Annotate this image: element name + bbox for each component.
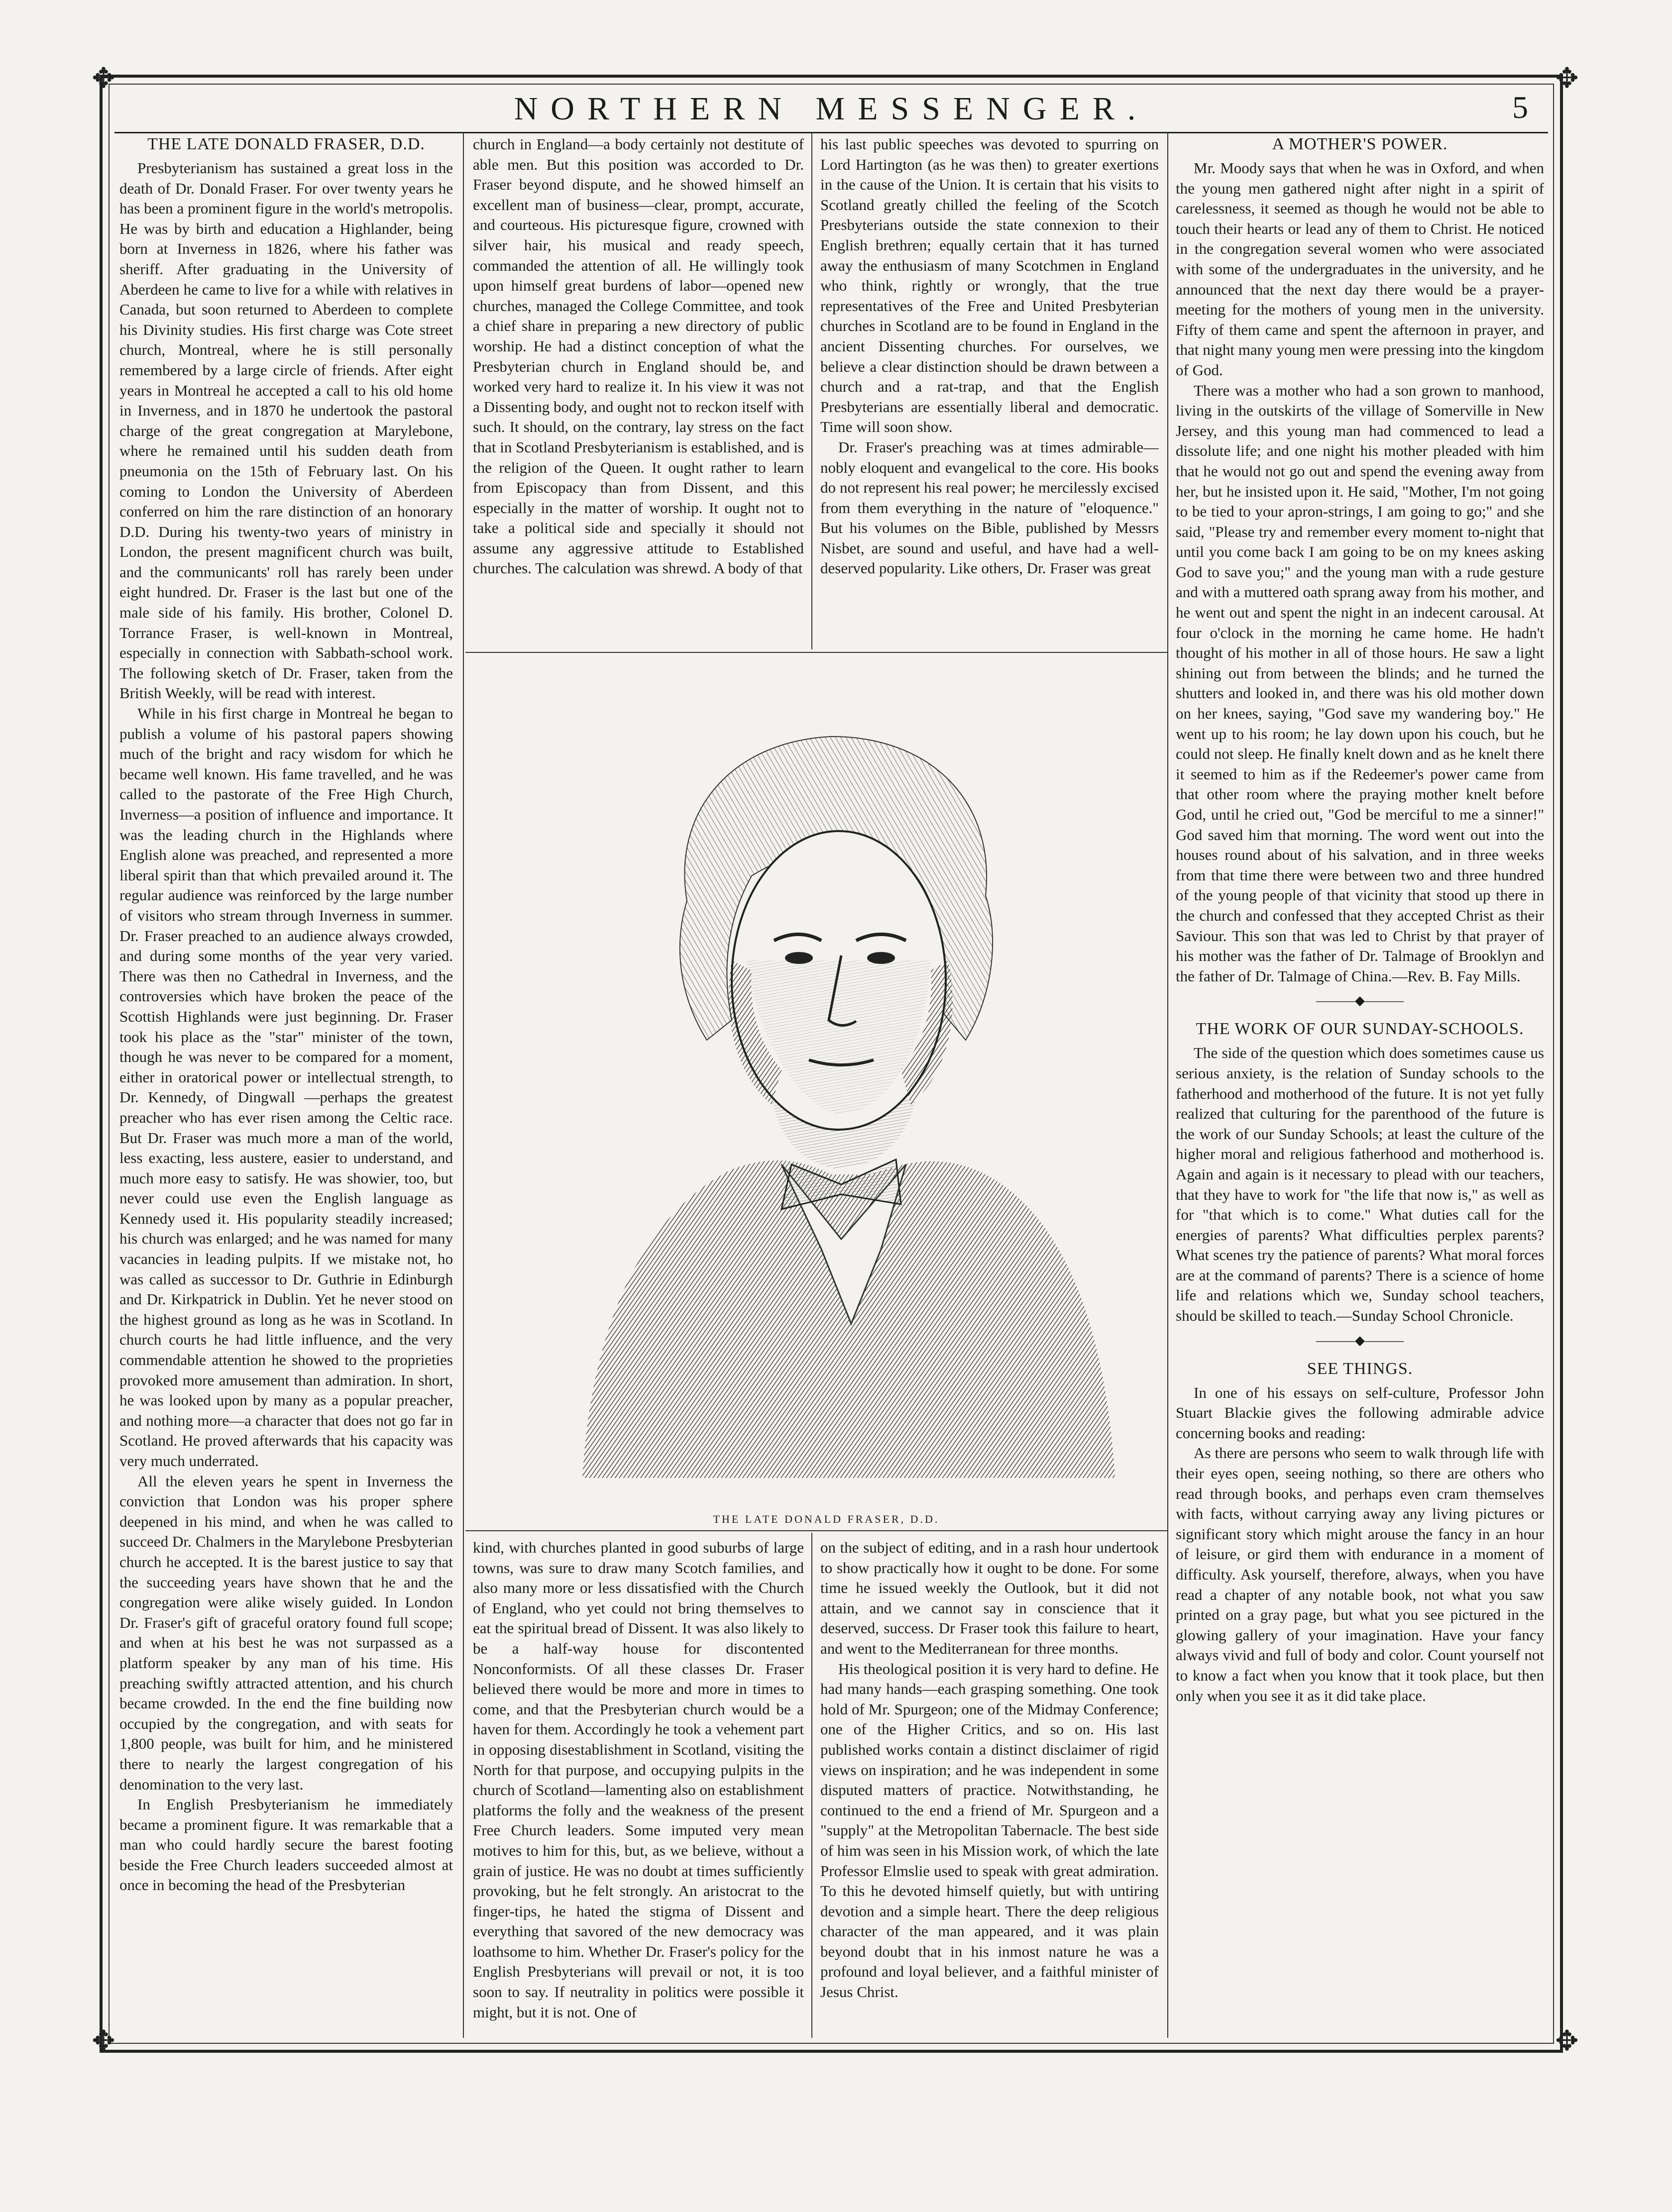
column-3-top [820,134,1159,647]
column-2-top [473,134,804,647]
article-heading: THE WORK OF OUR SUNDAY-SCHOOLS. [1196,1020,1524,1039]
ornamental-corner-icon: ✥ [1555,2026,1579,2057]
column-1 [119,134,453,2030]
paragraph: church in England—a body certainly not destitute of able men. But this position was accorded to Dr. Fraser beyond dispute, and he showed himself an excellent man of business—clear, prompt, accurate, and courteous. His picturesque figure, crowned with silver hair, his musical and ready speech, commanded the attention of all. He willingly took upon himself great burdens of labor—opened new churches, managed the College Committee, and took a chief share in preparing a new directory of public worship. He had a distinct conception of what the Presbyterian church in England should be, and worked very hard to realize it. In his view it was not a Dissenting body, and ought not to reckon itself with such. It should, on the contrary, lay stress on the fact that in Scotland Presbyterianism is established, and is the religion of the Queen. It ought rather to learn from Episcopacy than from Dissent, and this especially in the matter of worship. It ought not to take a political side and specially it should not assume any aggressive attitude to Established churches. The calculation was shrewd. A body of that [473,135,804,577]
paragraph: There was a mother who had a son grown to manhood, living in the outskirts of the village of Somerville in New Jersey, and this young man had commenced to lead a dissolute life; and one night his mother pleaded with him that he would not go out and spend the evening away from her, but he insisted upon it. He said, "Mother, I'm not going to be tied to your apron-strings, I am going to go;" and she said, "Please try and remember every moment to-night that until you come back I am going to be on my knees asking God to save you;" and the young man with a rude gesture and with a muttered oath sprang away from his mother, and he went out and spent the night in an indecent carousal. At four o'clock in the morning he came home. He hadn't thought of his mother in all of those hours. He saw a light shining out from between the blinds; and he turned the shutters and looked in, and there was his old mother down on her knees, saying, "God save my wandering boy." He went up to his room; he lay down upon his couch, but he could not sleep. He finally knelt down and as he knelt there it seemed to him as if the Redeemer's power came from that other room where the praying mother knelt before God, until he cried out, "God be merciful to me a sinner!" God saved him that morning. The word went out into the houses round about of his salvation, and in three weeks from that time there were between two and three hundred of the young people of that vicinity that stood up there in the church and confessed that they accepted Christ as their Saviour. This son that was led to Christ by that prayer of his mother was the father of Dr. Talmage of Brooklyn and the father of Dr. Talmage of China.—Rev. B. Fay Mills. [1176,381,1544,985]
column-3-bottom [820,1538,1159,2030]
ornamental-corner-icon: ✥ [92,63,115,94]
article-heading: SEE THINGS. [1307,1359,1413,1378]
masthead [114,87,1548,133]
paragraph: As there are persons who seem to walk through life with their eyes open, seeing nothing, so there are others who read through books, and perhaps even cram themselves with facts, without carrying away any living pictures or significant story which might arouse the fancy in an hour of leisure, or gird them with endurance in a moment of difficulty. Ask yourself, therefore, always, when you have read a chapter of any notable book, not what you saw printed on a gray page, but what you see pictured in the glowing gallery of your imagination. Have your fancy always vivid and full of body and color. Count yourself not to know a fact when you know that it took place, but then only when you see it as it did take place. [1176,1444,1544,1704]
paragraph: All the eleven years he spent in Inverness the conviction that London was his proper sphere deepened in his mind, and when he was called to succeed Dr. Chalmers in the Marylebone Presbyterian church he accepted. It is the barest justice to say that the succeeding years have shown that he and the congregation were alike wisely guided. In London Dr. Fraser's gift of graceful oratory found full scope; and when at his best he was not surpassed as a platform speaker by any man of his time. His preaching swiftly attracted attention, and his church became crowded. In the end the fine building now occupied by the congregation, and with seats for 1,800 people, was built for him, and he ministered there to nearly the largest congregation of his denomination to the very last. [119,1472,453,1793]
page-number: 5 [1512,90,1528,125]
paragraph: In one of his essays on self-culture, Professor John Stuart Blackie gives the following admirable advice concerning books and reading: [1176,1383,1544,1442]
paragraph: his last public speeches was devoted to spurring on Lord Hartington (as he was then) to greater exertions in the cause of the Union. It is certain that his visits to Scotland greatly chilled the feeling of the Scotch Presbyterians outside the state connexion to their English brethren; equally certain that it has turned away the enthusiasm of many Scotchmen in England who think, rightly or wrongly, that the true representatives of the Free and United Presbyterian churches in Scotland are to be found in England in the ancient Dissenting churches. For ourselves, we believe a clear distinction should be drawn between a church and a rat-trap, and that the English Presbyterians are essentially liberal and democratic. Time will soon show. [820,135,1159,436]
paragraph: In English Presbyterianism he immediately became a prominent figure. It was remarkable that a man who could hardly secure the barest footing beside the Free Church leaders succeeded almost at once in becoming the head of the Presbyterian [119,1795,453,1894]
column-4 [1176,134,1544,2030]
paragraph: The side of the question which does sometimes cause us serious anxiety, is the relation of Sunday schools to the fatherhood and motherhood of the future. It is not yet fully realized that culturing for the parenthood of the future is the work of our Sunday Schools; at least the culture of the higher moral and religious fatherhood and motherhood is. Again and again is it necessary to plead with our teachers, that they have to work for "the life that now is," as well as for "that which is to come." What duties call for the energies of parents? What difficulties perplex parents? What scenes try the patience of parents? What moral forces are at the command of parents? There is a science of home life and relations which we, Sunday school teachers, should be skilled to teach.—Sunday School Chronicle. [1176,1044,1544,1325]
paragraph: His theological position it is very hard to define. He had many hands—each grasping something. One took hold of Mr. Spurgeon; one of the Midmay Conference; one of the Higher Critics, and so on. His last published works contain a distinct disclaimer of rigid views on inspiration; and he was independent in some disputed matters of practice. Notwithstanding, he continued to the end a friend of Mr. Spurgeon and a "supply" at the Metropolitan Tabernacle. The best side of him was seen in his Mission work, of which the late Professor Elmslie used to speak with great admiration. To this he devoted himself quietly, but with untiring devotion and a simple heart. There the deep religious character of the man appeared, and it was plain beyond doubt that in his inmost nature he was a profound and loyal believer, and a faithful minister of Jesus Christ. [820,1660,1159,2001]
paragraph: kind, with churches planted in good suburbs of large towns, was sure to draw many Scotch families, and also many more or less dissatisfied with the Church of England, who yet could not bring themselves to eat the spiritual bread of Dissent. It was also likely to be a half-way house for discontented Nonconformists. Of all these classes Dr. Fraser believed there would be more and more in times to come, and that the Presbyterian church would be a haven for them. Accordingly he took a vehement part in opposing disestablishment in Scotland, visiting the North for that purpose, and occupying pulpits in the church of Scotland—lamenting also on establishment platforms the folly and the weakness of the present Free Church leaders. Some imputed very mean motives to him for this, but, as we believe, without a grain of justice. He was no doubt at times sufficiently provoking, but he felt strongly. An aristocrat to the finger-tips, he hated the stigma of Dissent and everything that savored of the new democracy was loathsome to him. Whether Dr. Fraser's policy for the English Presbyterians will prevail or not, it is too soon to say. If neutrality in politics were possible it might, but it is not. One of [473,1539,804,2021]
illustration-rule [465,652,1167,653]
section-divider-ornament: ———◆——— [1316,993,1404,1008]
column-2-bottom [473,1538,804,2030]
portrait-caption: THE LATE DONALD FRASER, D.D. [713,1513,940,1525]
masthead-title: NORTHERN MESSENGER. [514,91,1149,127]
ornamental-corner-icon: ✥ [1555,63,1579,94]
paragraph: Dr. Fraser's preaching was at times admirable—nobly eloquent and evangelical to the core. His books do not represent his real power; he mercilessly excised from them everything in the nature of "eloquence." But his volumes on the Bible, published by Messrs Nisbet, are sound and useful, and have had a well-deserved popularity. Like others, Dr. Fraser was great [820,438,1159,577]
column-rule [463,132,464,2038]
paragraph: on the subject of editing, and in a rash hour undertook to show practically how it ought to be done. For some time he issued weekly the Outlook, but it did not attain, and we cannot say in conscience that it deserved, success. Dr Fraser took this failure to heart, and went to the Mediterranean for three months. [820,1539,1159,1657]
column-rule [811,132,812,649]
paragraph: Presbyterianism has sustained a great loss in the death of Dr. Donald Fraser. For over twenty years he has been a prominent figure in the world's metropolis. He was by birth and education a Highlander, being born at Inverness in 1826, where his father was sheriff. After graduating in the University of Aberdeen he came to live for a while with relatives in Canada, but soon returned to Aberdeen to complete his Divinity studies. His first charge was Cote street church, Montreal, where he is still personally remembered by a large circle of friends. After eight years in Montreal he accepted a call to his old home in Inverness, and in 1870 he undertook the pastoral charge of the great congregation at Marylebone, where he remained until his sudden death from pneumonia on the 15th of February last. On his coming to London the University of Aberdeen conferred on him the rare distinction of an honorary D.D. During his twenty-two years of ministry in London, the present magnificent church was built, and the communicants' roll has rarely been under eight hundred. Dr. Fraser is the last but one of the male side of his family. His brother, Colonel D. Torrance Fraser, is well-known in Montreal, especially in connection with Sabbath-school work. The following sketch of Dr. Fraser, taken from the British Weekly, will be read with interest. [119,159,453,702]
article-heading: THE LATE DONALD FRASER, D.D. [147,135,425,153]
paragraph: While in his first charge in Montreal he began to publish a volume of his pastoral papers showing much of the bright and racy wisdom for which he became well known. His fame travelled, and he was called to the pastorate of the Free High Church, Inverness—a position of influence and importance. It was the leading church in the Highlands where English alone was preached, and represented a more liberal spirit than that which prevailed around it. The regular audience was reinforced by the large number of visitors who stream through Inverness in summer. Dr. Fraser preached to an audience always crowded, and during some months of the year very varied. There was then no Cathedral in Inverness, and the controversies which have broken the peace of the Scottish Highlands were just beginning. Dr. Fraser took his place as the "star" minister of the town, though he was never to be compared for a moment, either in oratorical power or intellectual strength, to Dr. Kennedy, of Dingwall —perhaps the greatest preacher who has ever risen among the Celtic race. But Dr. Fraser was much more a man of the world, less exacting, less austere, easier to understand, and much more easy to satisfy. He was showier, too, but never could use even the English language as Kennedy used it. His popularity steadily increased; his church was enlarged; and he was named for many vacancies in leading pulpits. If we mistake not, ho was called as successor to Dr. Guthrie in Edinburgh and Dr. Kirkpatrick in Dublin. Yet he never stood on the highest ground as long as he was in Scotland. In church courts he had little influence, and the very commendable attention he showed to the proprieties provoked more amusement than admiration. In short, he was looked upon by many as a popular preacher, and nothing more—a character that does not go far in Scotland. He proved afterwards that his capacity was very much underrated. [119,705,453,1470]
section-divider-ornament: ———◆——— [1316,1333,1404,1348]
column-rule [811,1533,812,2038]
ornamental-corner-icon: ✥ [92,2026,115,2057]
engraved-portrait-illustration [523,662,1155,1488]
illustration-rule [465,1530,1167,1531]
paragraph: Mr. Moody says that when he was in Oxford, and when the young men gathered night after night in a spirit of carelessness, it seemed as though he would not be able to touch their hearts or lead any of them to Christ. He noticed in the congregation several women who were associated with some of the undergraduates in the university, and he announced that the next day there would be a prayer-meeting for the mothers of young men in the university. Fifty of them came and spent the afternoon in prayer, and that night many young men were pressing into the kingdom of God. [1176,159,1544,379]
article-heading: A MOTHER'S POWER. [1272,135,1448,153]
column-rule [1167,132,1168,2038]
